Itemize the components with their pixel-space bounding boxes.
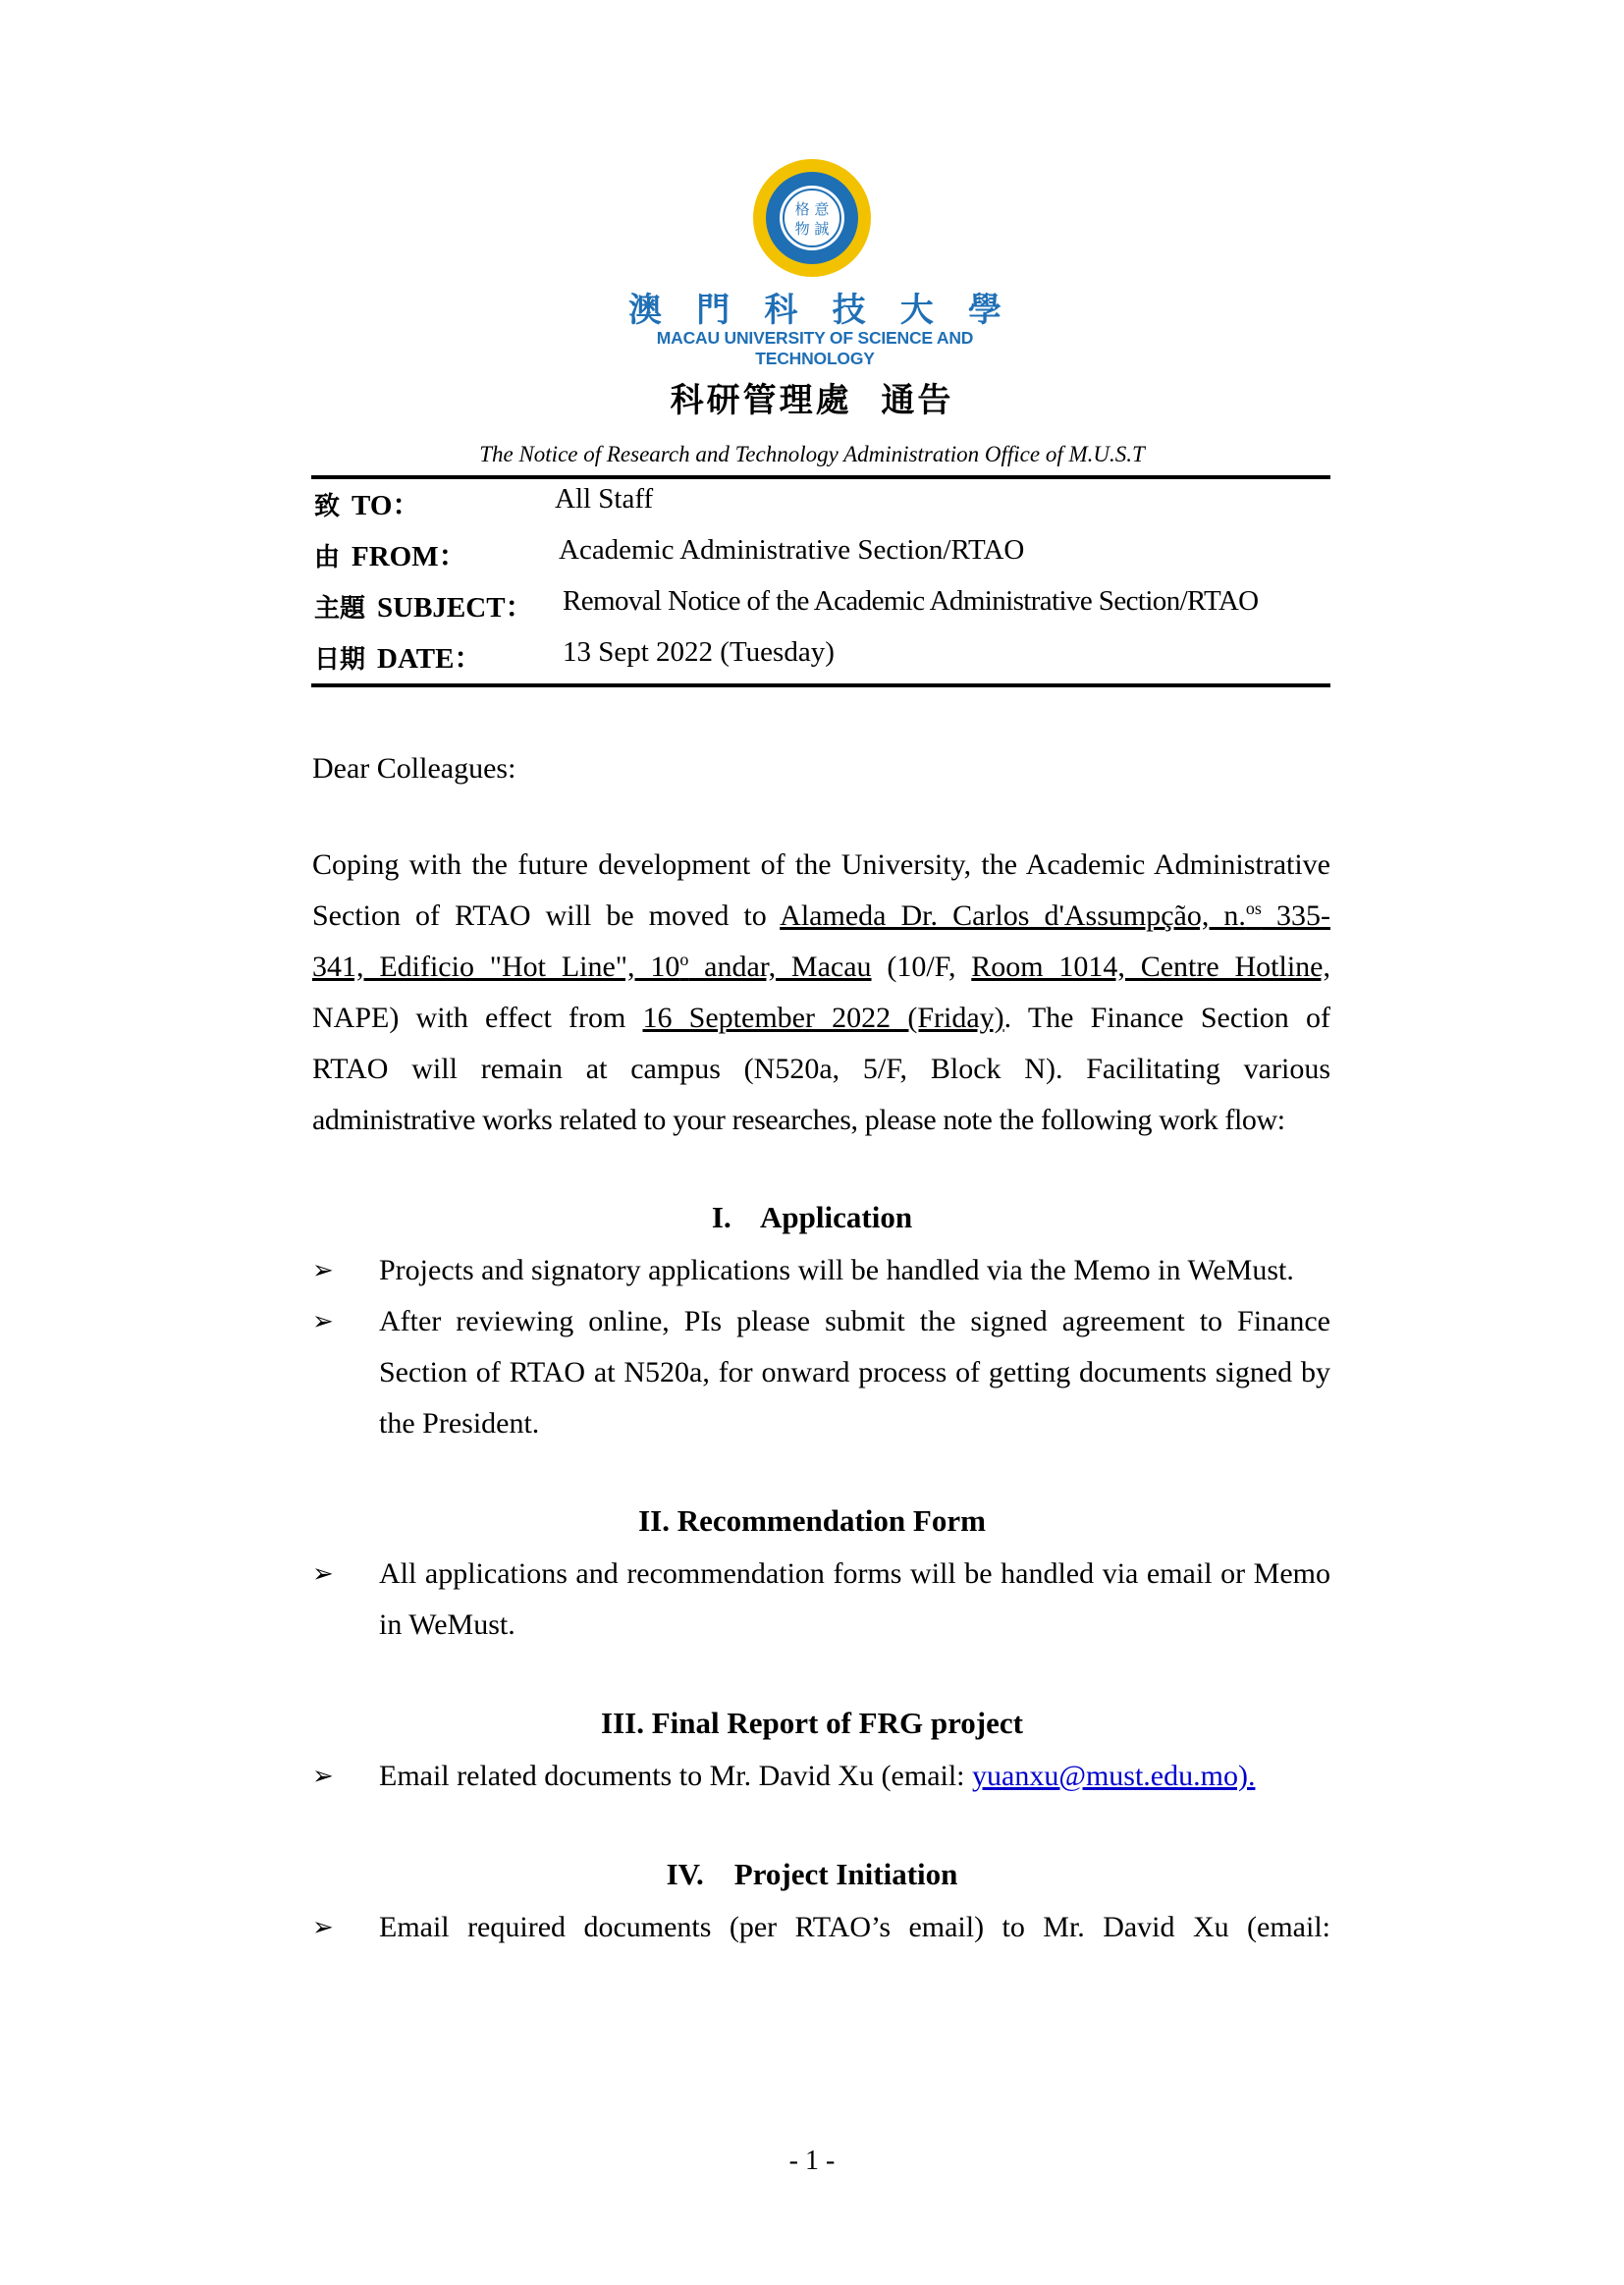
list-item bbox=[312, 1549, 1330, 1651]
intro-text: (10/F, bbox=[871, 951, 972, 983]
header-top-rule bbox=[311, 475, 1330, 479]
intro-line-5: RTAO will remain at campus (N520a, 5/F, Block N). Facilitating various bbox=[312, 1053, 1330, 1085]
list-item bbox=[312, 1296, 1330, 1449]
address-part: 335- bbox=[1261, 899, 1330, 932]
to-label-en: TO： bbox=[352, 490, 421, 521]
header-bottom-rule bbox=[311, 683, 1330, 687]
bullet-text: Email required documents (per RTAO’s email) to Mr. David Xu (email: bbox=[379, 1911, 1330, 1943]
address-part: Alameda Dr. Carlos d'Assumpção, n. bbox=[780, 899, 1246, 932]
email-link[interactable]: yuanxu@must.edu.mo). bbox=[972, 1760, 1256, 1792]
intro-paragraph bbox=[312, 840, 1330, 1146]
from-value: Academic Administrative Section/RTAO bbox=[559, 534, 1025, 566]
notice-subtitle: The Notice of Research and Technology Administration Office of M.U.S.T bbox=[479, 442, 1145, 466]
bullet-text: Projects and signatory applications will be handled via the Memo in WeMust. bbox=[379, 1254, 1294, 1286]
header-date-row bbox=[314, 636, 1335, 681]
to-label-cn: 致 bbox=[314, 492, 341, 521]
header-from-row bbox=[314, 534, 1335, 579]
list-item bbox=[312, 1902, 1330, 1953]
arrow-bullet-icon: ➢ bbox=[312, 1256, 334, 1285]
address-part: andar, Macau bbox=[688, 951, 872, 983]
section-title-recommendation: II. Recommendation Form bbox=[638, 1503, 986, 1538]
university-name-cn bbox=[628, 283, 1001, 331]
intro-line-6: administrative works related to your researches, please note the following work flow: bbox=[312, 1104, 1285, 1136]
intro-line-1: Coping with the future development of the University, the Academic Administrative bbox=[312, 848, 1330, 881]
bullet-text: All applications and recommendation forms will be handled via email or Memo in WeMust. bbox=[379, 1557, 1330, 1641]
university-name-char: 科 bbox=[764, 291, 798, 330]
svg-text:格 意: 格 意 bbox=[794, 200, 830, 218]
university-name-char: 學 bbox=[967, 291, 1001, 330]
from-label bbox=[314, 534, 467, 574]
intro-line-2 bbox=[312, 891, 1330, 942]
subject-label-en: SUBJECT： bbox=[377, 592, 534, 624]
intro-line-4 bbox=[312, 993, 1330, 1044]
intro-text: Section of RTAO will be moved to bbox=[312, 899, 781, 932]
section-title-application: I. Application bbox=[711, 1200, 913, 1234]
arrow-bullet-icon: ➢ bbox=[312, 1913, 334, 1942]
intro-line-3 bbox=[312, 942, 1330, 993]
subject-value: Removal Notice of the Academic Administrative Section/RTAO bbox=[563, 585, 1259, 617]
list-item bbox=[312, 1245, 1330, 1296]
list-item bbox=[312, 1751, 1330, 1802]
address-part: 341, Edificio "Hot Line", 10 bbox=[312, 951, 680, 983]
svg-text:物 誠: 物 誠 bbox=[794, 220, 830, 238]
university-name-en: MACAU UNIVERSITY OF SCIENCE AND TECHNOLOGY bbox=[656, 328, 974, 368]
date-label bbox=[314, 636, 482, 677]
bullet-text-prefix: Email related documents to Mr. David Xu (email: bbox=[379, 1760, 973, 1792]
arrow-bullet-icon: ➢ bbox=[312, 1559, 334, 1589]
university-name-char: 門 bbox=[696, 291, 731, 330]
date-label-en: DATE： bbox=[377, 643, 483, 675]
bullet-text bbox=[379, 1751, 1330, 1802]
university-name-char: 澳 bbox=[628, 291, 662, 330]
university-name-char: 技 bbox=[832, 291, 866, 330]
intro-text: NAPE) with effect from bbox=[312, 1002, 643, 1034]
greeting: Dear Colleagues: bbox=[312, 752, 516, 785]
room-location: Room 1014, Centre Hotline, bbox=[971, 951, 1330, 983]
bullet-text: After reviewing online, PIs please submit the signed agreement to Finance Section of RTAO at N520a, for onward process of getting documents signed by the President. bbox=[379, 1305, 1330, 1440]
new-address-cont bbox=[312, 951, 872, 983]
header-subject-row bbox=[314, 585, 1335, 630]
university-name-char: 大 bbox=[899, 291, 934, 330]
header-to-row bbox=[314, 483, 1335, 528]
notice-title-cn: 科研管理處 通告 bbox=[670, 381, 954, 420]
subject-label bbox=[314, 585, 534, 626]
new-address bbox=[780, 899, 1330, 932]
effective-date: 16 September 2022 (Friday) bbox=[642, 1002, 1004, 1034]
from-label-en: FROM： bbox=[352, 541, 467, 572]
date-value: 13 Sept 2022 (Tuesday) bbox=[563, 636, 835, 668]
address-sup: os bbox=[1245, 898, 1262, 918]
section-title-final-report: III. Final Report of FRG project bbox=[601, 1706, 1023, 1740]
to-value: All Staff bbox=[555, 483, 654, 515]
from-label-cn: 由 bbox=[314, 543, 341, 572]
page-number: - 1 - bbox=[788, 2146, 836, 2176]
arrow-bullet-icon: ➢ bbox=[312, 1307, 334, 1336]
to-label bbox=[314, 483, 420, 523]
subject-label-cn: 主題 bbox=[314, 594, 366, 624]
section-title-project-initiation: IV. Project Initiation bbox=[666, 1857, 958, 1891]
university-logo bbox=[0, 157, 1624, 279]
address-sup: o bbox=[679, 950, 689, 969]
date-label-cn: 日期 bbox=[314, 645, 366, 675]
intro-text: . The Finance Section of bbox=[1003, 1002, 1330, 1034]
arrow-bullet-icon: ➢ bbox=[312, 1762, 334, 1791]
university-seal bbox=[751, 157, 873, 279]
